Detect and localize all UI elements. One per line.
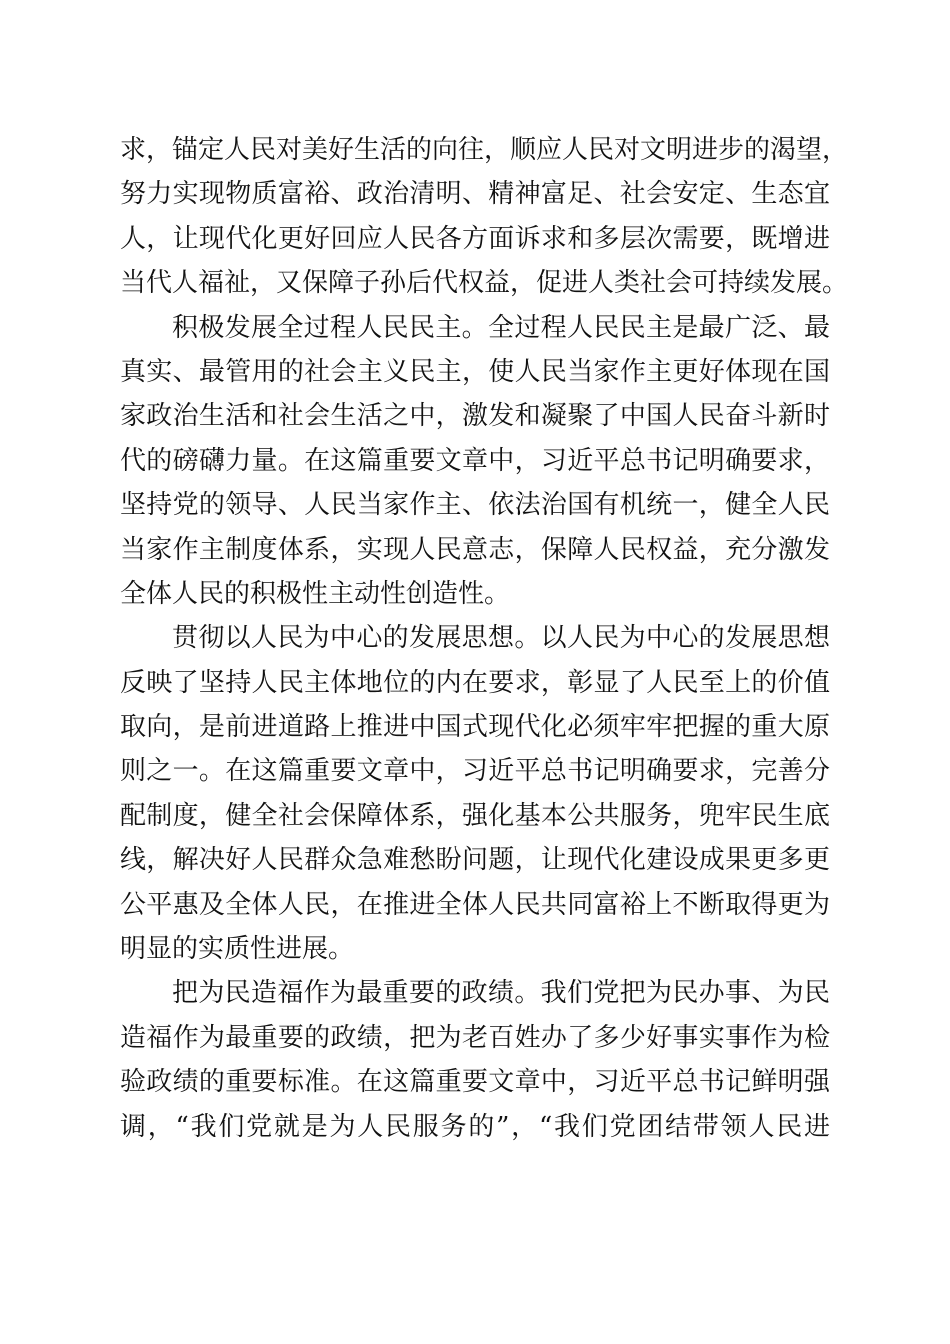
paragraph-2-line-7: 全体人民的积极性主动性创造性。 — [120, 578, 511, 609]
paragraph-1-line-1: 求，锚定人民对美好生活的向往，顺应人民对文明进步的渴望， — [120, 135, 849, 165]
document-body — [120, 128, 849, 1149]
paragraph-4-line-1: 把为民造福作为最重要的政绩。我们党把为民办事、为民 — [172, 978, 830, 1009]
paragraph-2-line-6: 当家作主制度体系，实现人民意志，保障人民权益，充分激发 — [120, 534, 830, 565]
paragraph-3-line-5: 配制度，健全社会保障体系，强化基本公共服务，兜牢民生底 — [120, 800, 830, 831]
paragraph-1-line-2: 努力实现物质富裕、政治清明、精神富足、社会安定、生态宜 — [120, 179, 830, 210]
paragraph-3-line-1: 贯彻以人民为中心的发展思想。以人民为中心的发展思想 — [172, 623, 830, 654]
paragraph-3-line-3: 取向，是前进道路上推进中国式现代化必须牢牢把握的重大原 — [120, 712, 830, 743]
paragraph-3-line-7: 公平惠及全体人民，在推进全体人民共同富裕上不断取得更为 — [120, 889, 830, 920]
paragraph-4-line-2: 造福作为最重要的政绩，把为老百姓办了多少好事实事作为检 — [120, 1022, 830, 1053]
paragraph-1-line-3: 人，让现代化更好回应人民各方面诉求和多层次需要，既增进 — [120, 223, 830, 254]
paragraph-2-line-4: 代的磅礴力量。在这篇重要文章中，习近平总书记明确要求， — [120, 445, 830, 476]
paragraph-2-line-1: 积极发展全过程人民民主。全过程人民民主是最广泛、最 — [172, 312, 830, 343]
paragraph-4-line-4: 调，“我们党就是为人民服务的”，“我们党团结带领人民进 — [120, 1111, 830, 1142]
paragraph-4-line-3: 验政绩的重要标准。在这篇重要文章中，习近平总书记鲜明强 — [120, 1067, 830, 1098]
paragraph-1-line-4: 当代人福祉，又保障子孙后代权益，促进人类社会可持续发展。 — [120, 268, 849, 299]
paragraph-3-line-4: 则之一。在这篇重要文章中，习近平总书记明确要求，完善分 — [120, 756, 830, 787]
paragraph-3-line-6: 线，解决好人民群众急难愁盼问题，让现代化建设成果更多更 — [120, 845, 830, 876]
paragraph-2-line-5: 坚持党的领导、人民当家作主、依法治国有机统一，健全人民 — [120, 490, 830, 521]
paragraph-2-line-3: 家政治生活和社会生活之中，激发和凝聚了中国人民奋斗新时 — [120, 401, 830, 432]
paragraph-2-line-2: 真实、最管用的社会主义民主，使人民当家作主更好体现在国 — [120, 356, 830, 387]
paragraph-3-line-2: 反映了坚持人民主体地位的内在要求，彰显了人民至上的价值 — [120, 667, 830, 698]
paragraph-3-line-8: 明显的实质性进展。 — [120, 934, 355, 965]
